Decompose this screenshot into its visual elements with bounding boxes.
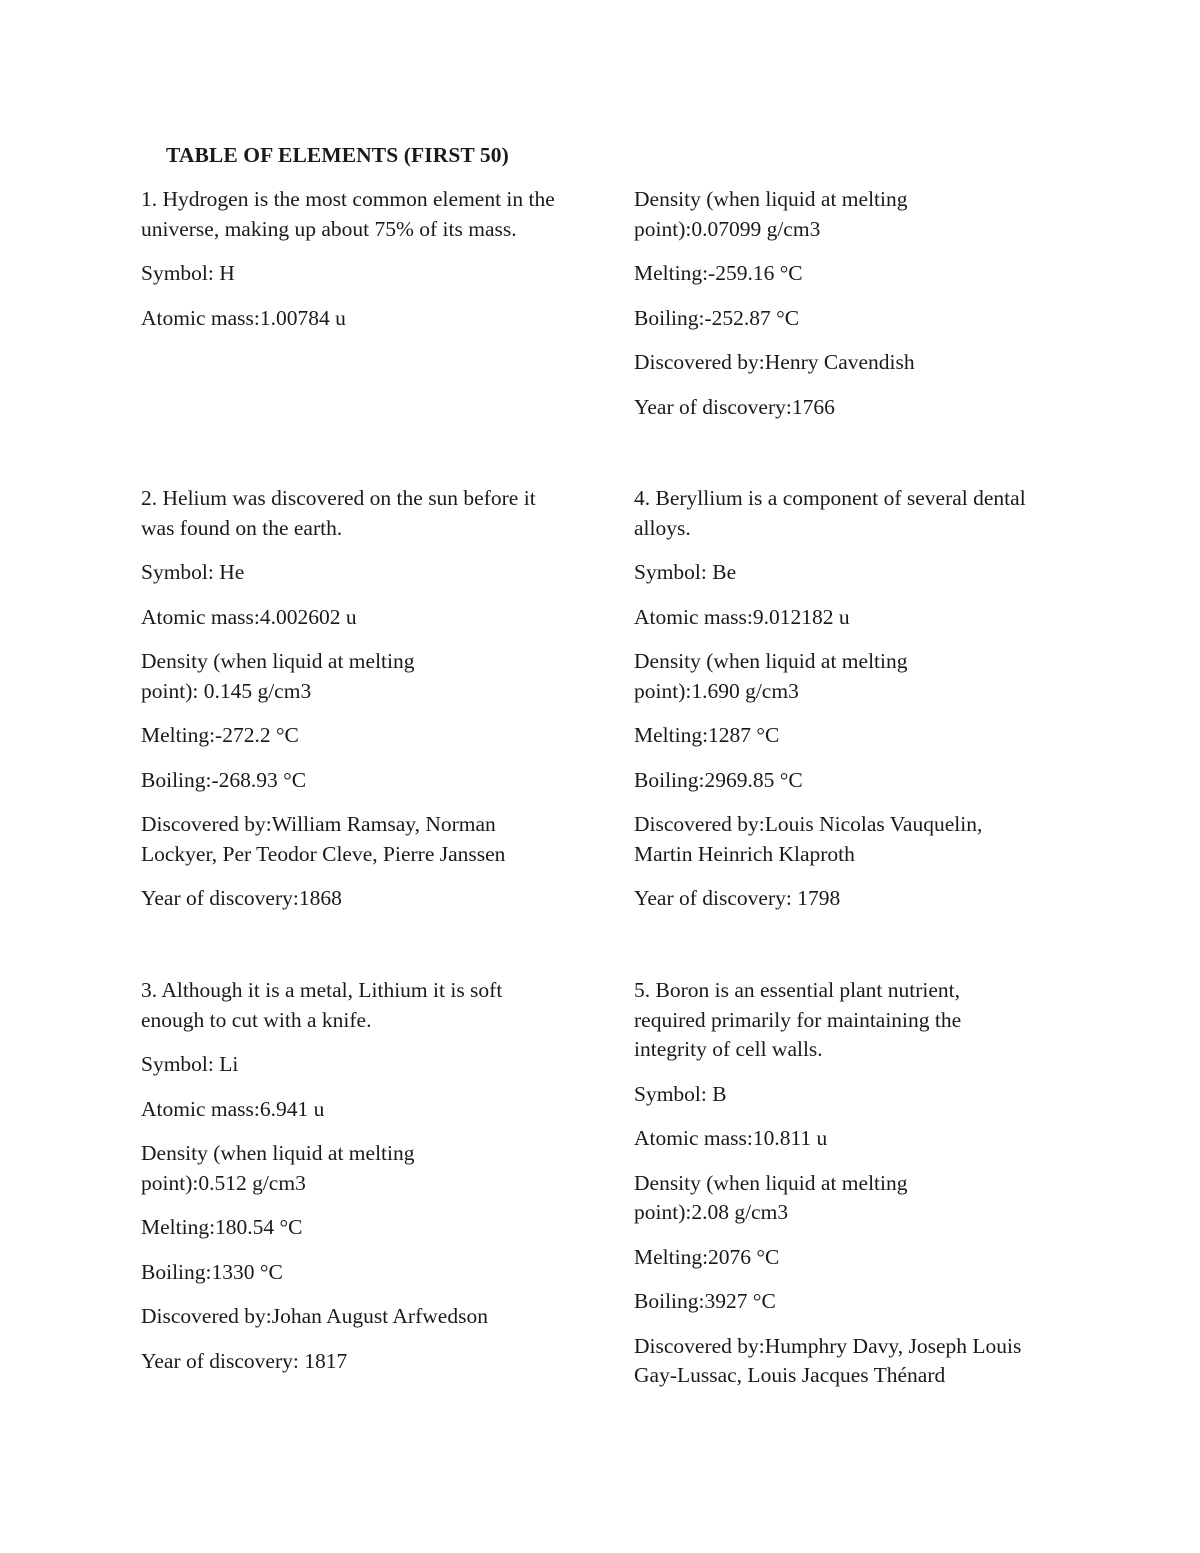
- element-atomic-mass: Atomic mass:4.002602 u: [141, 604, 357, 629]
- element-intro: 2. Helium was discovered on the sun before it was found on the earth.: [141, 486, 536, 540]
- element-symbol: Symbol: H: [141, 261, 235, 285]
- element-boiling: Boiling:-252.87 °C: [634, 305, 800, 330]
- element-symbol: Symbol: B: [634, 1081, 727, 1106]
- element-symbol: Symbol: Be: [634, 560, 737, 584]
- element-intro: 4. Beryllium is a component of several dental alloys.: [634, 486, 1026, 540]
- element-helium: [141, 484, 571, 929]
- element-melting: Melting:2076 °C: [634, 1244, 780, 1269]
- element-intro: 3. Although it is a metal, Lithium it is soft enough to cut with a knife.: [141, 978, 503, 1032]
- element-boiling: Boiling:1330 °C: [141, 1259, 283, 1284]
- element-symbol: Symbol: Li: [141, 1052, 239, 1076]
- element-year: Year of discovery:1868: [141, 886, 342, 910]
- element-beryllium: [634, 484, 1034, 929]
- element-hydrogen: [141, 185, 581, 348]
- element-density: Density (when liquid at melting point):2.08 g/cm3: [634, 1170, 908, 1224]
- element-hydrogen-continued: [634, 185, 1104, 437]
- element-discovered-by: Discovered by:William Ramsay, Norman Lockyer, Per Teodor Cleve, Pierre Janssen: [141, 812, 506, 866]
- element-discovered-by: Discovered by:Johan August Arfwedson: [141, 1304, 488, 1328]
- element-year: Year of discovery: 1798: [634, 886, 841, 910]
- element-boiling: Boiling:2969.85 °C: [634, 767, 803, 792]
- page-title: TABLE OF ELEMENTS (FIRST 50): [166, 143, 509, 167]
- element-melting: Melting:1287 °C: [634, 723, 780, 747]
- element-density: Density (when liquid at melting point):0.07099 g/cm3: [634, 187, 908, 241]
- element-boiling: Boiling:-268.93 °C: [141, 767, 307, 792]
- element-symbol: Symbol: He: [141, 560, 245, 584]
- element-atomic-mass: Atomic mass:6.941 u: [141, 1096, 325, 1121]
- element-boron: [634, 976, 1044, 1406]
- element-intro: 5. Boron is an essential plant nutrient, required primarily for maintaining the integrity of cell walls.: [634, 978, 962, 1061]
- element-melting: Melting:-272.2 °C: [141, 723, 299, 747]
- element-density: Density (when liquid at melting point):0.512 g/cm3: [141, 1141, 415, 1195]
- element-density: Density (when liquid at melting point): 0.145 g/cm3: [141, 649, 415, 703]
- element-discovered-by: Discovered by:Louis Nicolas Vauquelin, Martin Heinrich Klaproth: [634, 812, 983, 866]
- element-density: Density (when liquid at melting point):1.690 g/cm3: [634, 649, 908, 703]
- element-melting: Melting:-259.16 °C: [634, 261, 803, 285]
- element-atomic-mass: Atomic mass:10.811 u: [634, 1126, 828, 1150]
- element-melting: Melting:180.54 °C: [141, 1215, 303, 1239]
- element-lithium: [141, 976, 551, 1391]
- element-boiling: Boiling:3927 °C: [634, 1289, 776, 1313]
- element-intro: 1. Hydrogen is the most common element in the universe, making up about 75% of its mass.: [141, 187, 555, 241]
- element-atomic-mass: Atomic mass:1.00784 u: [141, 305, 346, 330]
- element-discovered-by: Discovered by:Humphry Davy, Joseph Louis Gay-Lussac, Louis Jacques Thénard: [634, 1333, 1022, 1387]
- element-year: Year of discovery:1766: [634, 394, 835, 419]
- element-discovered-by: Discovered by:Henry Cavendish: [634, 350, 915, 374]
- element-atomic-mass: Atomic mass:9.012182 u: [634, 604, 850, 629]
- element-year: Year of discovery: 1817: [141, 1348, 348, 1373]
